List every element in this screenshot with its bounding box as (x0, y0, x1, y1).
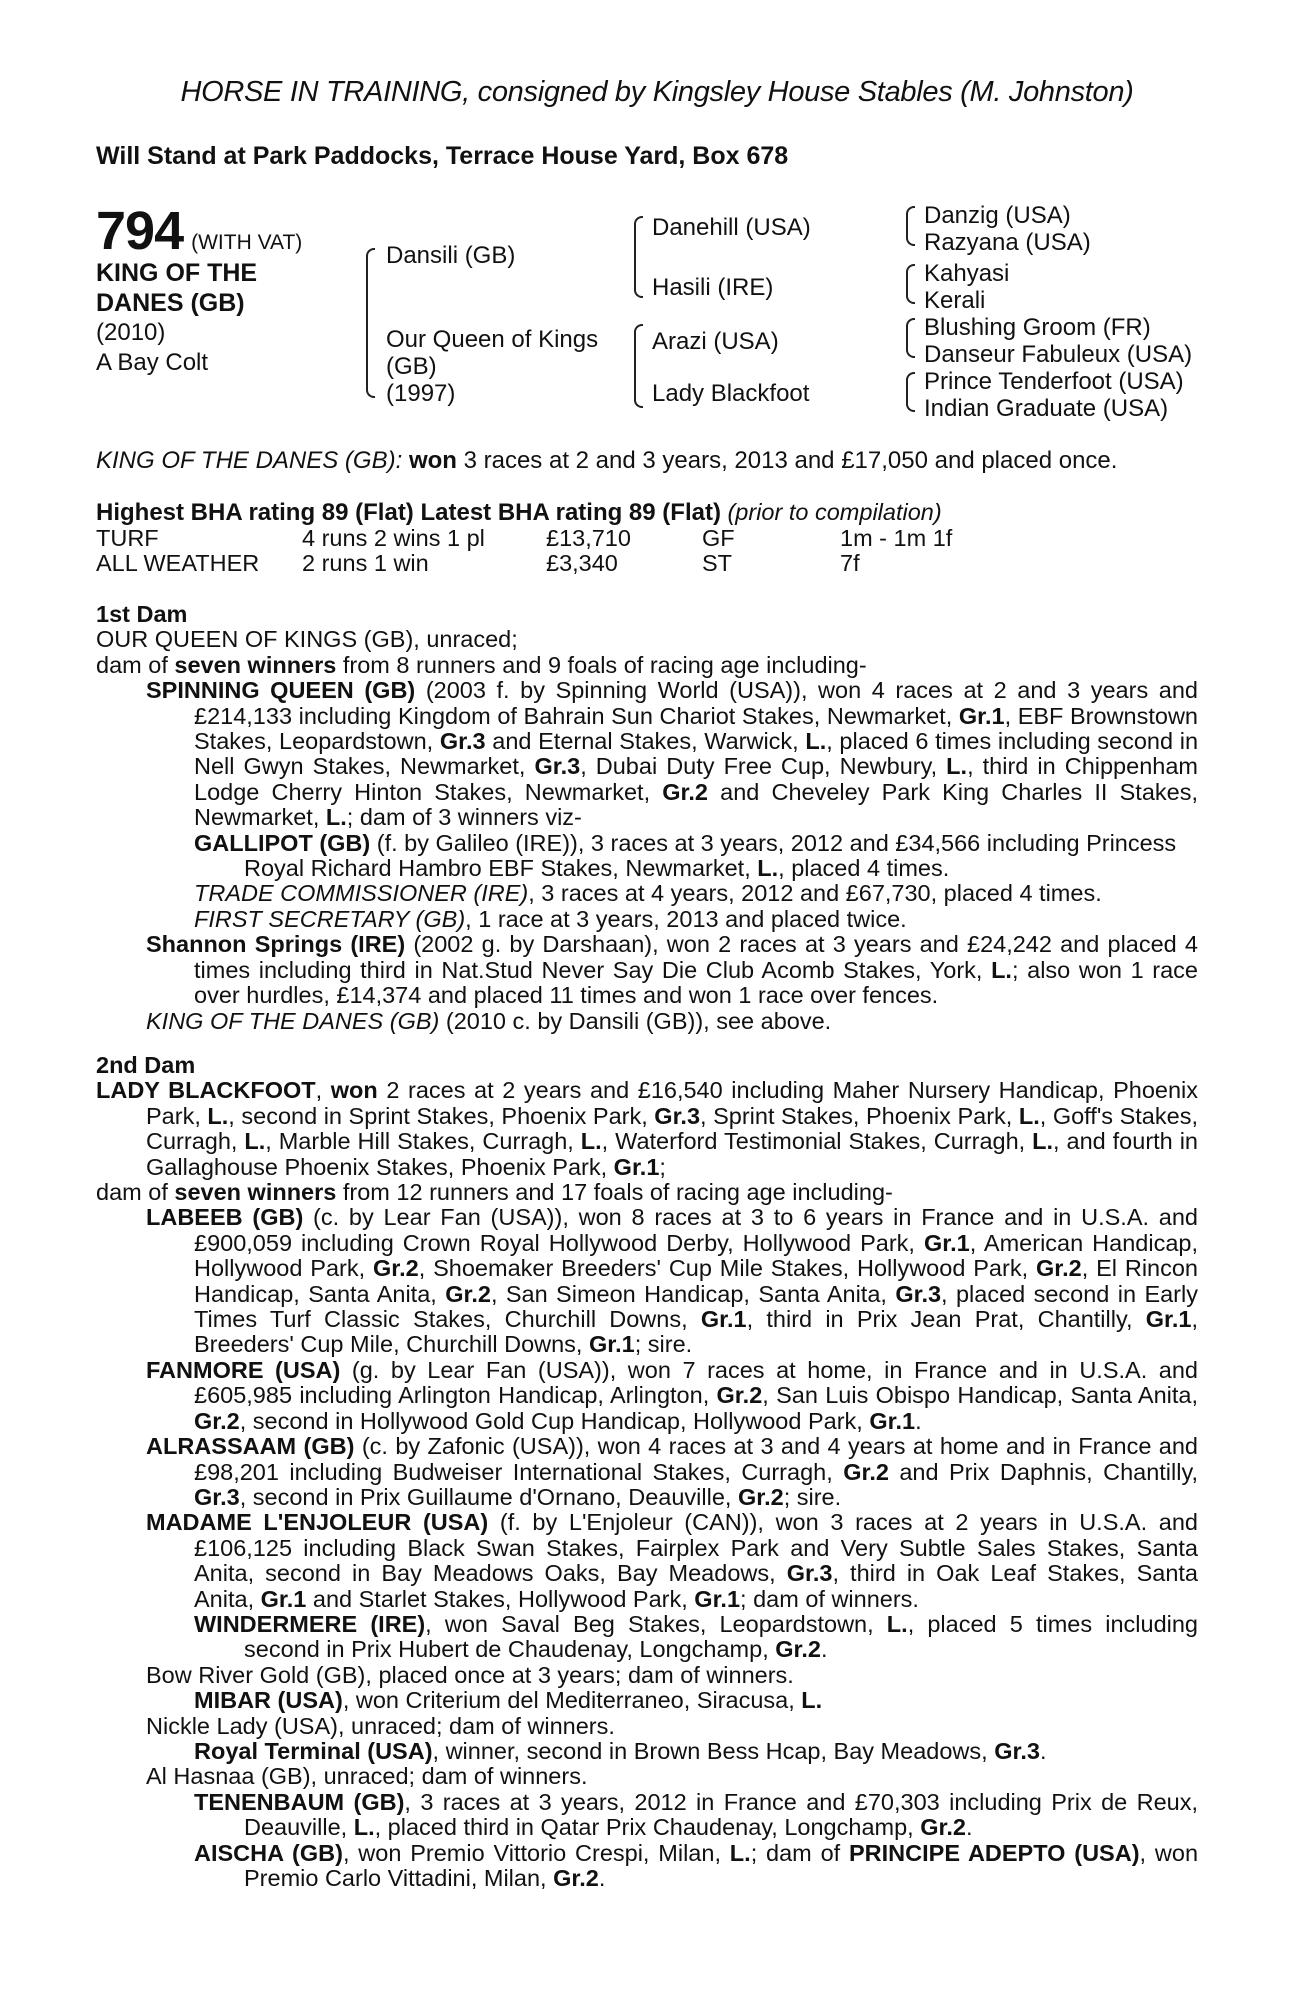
text: , 1 race at 3 years, 2013 and placed twice. (465, 905, 907, 932)
ratings-block (96, 500, 1198, 577)
grade: Gr.1 (869, 1407, 916, 1434)
second-dam-produce (96, 1180, 1198, 1205)
rating-row-all-weather (96, 551, 1198, 577)
grade: L. (801, 1687, 823, 1714)
progeny-aischa (96, 1841, 1198, 1892)
progeny-shannon-springs (96, 932, 1198, 1008)
text: , San Simeon Handicap, Santa Anita, (490, 1280, 896, 1307)
dam-name: LADY BLACKFOOT (96, 1077, 316, 1104)
grade: Gr.3 (994, 1737, 1040, 1764)
progeny-name: Shannon Springs (IRE) (146, 931, 406, 958)
grade: L. (886, 1610, 908, 1637)
progeny-tenenbaum (96, 1790, 1198, 1841)
grade: Gr.1 (260, 1585, 307, 1612)
text: ; dam of (750, 1839, 849, 1866)
text: . (598, 1865, 606, 1891)
winners-count: seven winners (174, 651, 337, 678)
grade: L. (1032, 1128, 1054, 1155)
progeny-gallipot (96, 831, 1198, 882)
text: , won Premio Vittorio Crespi, Milan, (342, 1839, 730, 1866)
horse-description: A Bay Colt (96, 349, 209, 376)
progeny-name: KING OF THE DANES (GB) (146, 1007, 440, 1034)
text: and Starlet Stakes, Hollywood Park, (306, 1585, 695, 1612)
progeny-alrassaam (96, 1434, 1198, 1510)
progeny-mibar (96, 1688, 1198, 1713)
grade: Gr.1 (589, 1331, 635, 1358)
rating-surface: TURF (96, 524, 159, 551)
text: (2003 f. by Spinning World (USA)), won 4 races at 2 and 3 years and £214,133 including Kingdom of Bahrain Sun Chariot Stakes, Newmarket, (194, 677, 1198, 729)
text: ; dam of 3 winners viz- (346, 804, 582, 831)
text: , placed second in Early Times Turf Classic Stakes, Churchill Downs, (194, 1280, 1198, 1333)
text: ; dam of winners. (740, 1585, 919, 1612)
progeny-name: MIBAR (USA) (194, 1687, 343, 1714)
text: . (965, 1814, 973, 1841)
grade: L. (207, 1102, 229, 1129)
pedigree-dam-sire: Arazi (USA) (652, 328, 779, 355)
first-dam-heading: 1st Dam (96, 601, 188, 627)
text: , 3 races at 4 years, 2012 and £67,730, placed 4 times. (528, 880, 1102, 907)
text: and Prix Daphnis, Chantilly, (888, 1458, 1198, 1485)
brace-sire (634, 216, 643, 298)
second-dam-heading: 2nd Dam (96, 1052, 196, 1078)
text: , EBF Brownstown Stakes, Leopardstown, (194, 702, 1198, 755)
text: from 12 runners and 17 foals of racing age including- (336, 1179, 893, 1206)
progeny-madame-lenjoleur (96, 1510, 1198, 1612)
text: , won Criterium del Mediterraneo, Siracusa, (342, 1687, 802, 1714)
rating-row-turf (96, 526, 1198, 552)
brace-g4 (906, 372, 915, 412)
text: , won Premio Carlo Vittadini, Milan, (244, 1839, 1199, 1891)
pedigree-sire-sire: Danehill (USA) (652, 214, 811, 241)
text: , placed 4 times. (778, 855, 950, 882)
text: , third in Chippenham Lodge Cherry Hinton Stakes, Newmarket, (194, 753, 1198, 805)
progeny-royal-terminal (96, 1739, 1198, 1764)
progeny-name: GALLIPOT (GB) (194, 829, 371, 856)
grade: L. (946, 753, 968, 780)
grade: L. (729, 1839, 751, 1866)
text: , American Handicap, Hollywood Park, (194, 1229, 1199, 1282)
grade: L. (1018, 1102, 1040, 1129)
progeny-king-of-the-danes (96, 1009, 1198, 1034)
text: . (1039, 1737, 1047, 1764)
text: and Eternal Stakes, Warwick, (485, 728, 806, 755)
grade: L. (805, 728, 827, 755)
text: (2002 g. by Darshaan), won 2 races at 3 years and £24,242 and placed 4 times including third in Nat.Stud Never Say Die Club Acomb Stakes, York, (194, 931, 1198, 983)
grade: Gr.3 (654, 1102, 701, 1129)
grade: Gr.2 (737, 1483, 784, 1510)
rating-prize: £13,710 (546, 524, 631, 551)
pedigree-dam-line2: (GB) (386, 353, 437, 380)
second-dam-record: LADY BLACKFOOT, won 2 races at 2 years and £16,540 including Maher Nursery Handicap, Phoenix Park, L., second in Sprint Stakes, Phoenix Park, Gr.3, Sprint Stakes, Phoenix Park, L., Goff's Stakes, Curragh, L., Marble Hill Stakes, Curragh, L., Waterford Testimonial Stakes, Curragh, L., and fourth in Gallaghouse Phoenix Stakes, Phoenix Park, Gr.1; (96, 1077, 1198, 1180)
text: and Cheveley Park King Charles II Stakes, Newmarket, (194, 778, 1198, 831)
progeny-name: Royal Terminal (USA) (194, 1737, 433, 1764)
text: , placed 6 times including second in Nell Gwyn Stakes, Newmarket, (194, 728, 1199, 780)
progeny-first-secretary (96, 907, 1198, 932)
first-dam-section (96, 602, 1198, 1034)
text: , winner, second in Brown Bess Hcap, Bay Meadows, (432, 1737, 995, 1764)
progeny-name: AISCHA (GB) (194, 1839, 343, 1866)
text: , placed 5 times including second in Prix Hubert de Chaudenay, Longchamp, (244, 1610, 1199, 1663)
brace-generation1 (366, 248, 375, 398)
text: , Breeders' Cup Mile, Churchill Downs, (194, 1306, 1199, 1358)
grade: Gr.1 (613, 1153, 660, 1180)
brace-g3 (906, 318, 915, 358)
grade: Gr.3 (439, 728, 486, 755)
progeny-windermere (96, 1612, 1198, 1663)
grade: Gr.2 (662, 778, 708, 805)
grade: Gr.2 (445, 1280, 491, 1307)
brace-dam (634, 324, 643, 408)
text: , San Luis Obispo Handicap, Santa Anita, (762, 1382, 1198, 1409)
pedigree-dam-line1: Our Queen of Kings (386, 326, 599, 353)
rating-going: GF (702, 524, 735, 551)
pedigree-g2: Razyana (USA) (924, 229, 1091, 256)
pedigree-g1: Danzig (USA) (924, 202, 1071, 229)
pedigree-g7: Prince Tenderfoot (USA) (924, 368, 1184, 395)
text: ; sire. (634, 1331, 693, 1358)
brace-g2 (906, 264, 915, 304)
text: (c. by Zafonic (USA)), won 4 races at 3 and 4 years at home and in France and £98,201 including Budweiser International Stakes, Curragh, (194, 1433, 1198, 1485)
text: , El Rincon Handicap, Santa Anita, (194, 1255, 1198, 1307)
grade: L. (580, 1128, 602, 1155)
progeny-trade-commissioner (96, 881, 1198, 906)
progeny-name: ALRASSAAM (GB) (146, 1433, 355, 1460)
text: , third in Prix Jean Prat, Chantilly, (746, 1306, 1146, 1333)
horse-year: (2010) (96, 319, 166, 346)
pedigree-g4: Kerali (924, 287, 986, 314)
text: (f. by Galileo (IRE)), 3 races at 3 years, 2012 and £34,566 including Princess Royal Richard Hambro EBF Stakes, Newmarket, (244, 829, 1177, 882)
text: , placed third in Qatar Prix Chaudenay, Longchamp, (374, 1814, 921, 1841)
rating-distance: 1m - 1m 1f (840, 524, 953, 551)
text: , Sprint Stakes, Phoenix Park, (700, 1102, 1019, 1129)
rating-runs: 2 runs 1 win (302, 550, 429, 577)
horse-name (96, 258, 257, 318)
grade: Gr.2 (843, 1458, 889, 1485)
brace-g1 (906, 206, 915, 246)
second-dam-section (96, 1053, 1198, 1891)
grade: L. (244, 1128, 266, 1155)
page-title: HORSE IN TRAINING, consigned by Kingsley House Stables (M. Johnston) (180, 76, 1134, 108)
text: dam of (96, 1179, 175, 1206)
grade: Gr.3 (786, 1560, 833, 1587)
race-summary (96, 448, 1198, 473)
ratings-note: (prior to compilation) (727, 499, 942, 525)
text: dam of (96, 651, 175, 678)
text: (f. by L'Enjoleur (CAN)), won 3 races at 2 years in U.S.A. and £106,125 including Black Swan Stakes, Fairplex Park and Very Subtle Sales Stakes, Santa Anita, second in Bay Meadows Oaks, Bay Meadows, (194, 1509, 1198, 1587)
lot-number: 794 (96, 201, 184, 261)
progeny-nickle-lady: Nickle Lady (USA), unraced; dam of winners. (146, 1712, 615, 1739)
text: (g. by Lear Fan (USA)), won 7 races at home, in France and in U.S.A. and £605,985 including Arlington Handicap, Arlington, (194, 1356, 1198, 1409)
grade: Gr.2 (920, 1814, 966, 1841)
stand-location: Will Stand at Park Paddocks, Terrace House Yard, Box 678 (96, 142, 789, 170)
progeny-name: FANMORE (USA) (146, 1356, 341, 1383)
grade: Gr.1 (923, 1229, 970, 1256)
pedigree-g3: Kahyasi (924, 260, 1010, 287)
progeny-bow-river-gold: Bow River Gold (GB), placed once at 3 years; dam of winners. (146, 1661, 794, 1688)
lot-header (96, 200, 302, 262)
grade: L. (353, 1814, 375, 1841)
progeny-name: MADAME L'ENJOLEUR (USA) (146, 1509, 489, 1536)
grade: Gr.2 (194, 1407, 240, 1434)
grade: Gr.1 (1145, 1306, 1192, 1333)
grade: Gr.1 (958, 702, 1005, 729)
text: from 8 runners and 9 foals of racing age including- (336, 651, 867, 678)
text: , won Saval Beg Stakes, Leopardstown, (425, 1610, 887, 1637)
summary-won: won (408, 447, 457, 474)
progeny-name: WINDERMERE (IRE) (194, 1610, 426, 1637)
progeny-name: LABEEB (GB) (146, 1204, 304, 1231)
summary-name: KING OF THE DANES (GB) (96, 447, 396, 474)
grade: Gr.2 (372, 1255, 419, 1282)
grade: Gr.3 (895, 1280, 942, 1307)
grade: Gr.3 (194, 1483, 240, 1510)
pedigree-g8: Indian Graduate (USA) (924, 395, 1169, 422)
grade: Gr.1 (700, 1306, 747, 1333)
progeny-name: TENENBAUM (GB) (194, 1788, 405, 1815)
pedigree-sire: Dansili (GB) (386, 242, 516, 269)
text: , 3 races at 3 years, 2012 in France and £70,303 including Prix de Reux, Deauville, (244, 1788, 1198, 1841)
text: , Marble Hill Stakes, Curragh, (265, 1128, 581, 1155)
progeny-fanmore (96, 1358, 1198, 1434)
text: ; sire. (783, 1483, 842, 1510)
horse-name-line2: DANES (GB) (96, 289, 245, 317)
progeny-spinning-queen (96, 678, 1198, 830)
rating-distance: 7f (840, 550, 860, 577)
text: , second in Sprint Stakes, Phoenix Park, (228, 1102, 655, 1129)
text: , second in Prix Guillaume d'Ornano, Deauville, (239, 1483, 738, 1510)
grade: Gr.2 (1035, 1255, 1082, 1282)
first-dam-name: OUR QUEEN OF KINGS (GB), unraced; (96, 626, 518, 653)
rating-runs: 4 runs 2 wins 1 pl (302, 524, 485, 551)
first-dam-record (96, 653, 1198, 678)
horse-name-line1: KING OF THE (96, 259, 258, 287)
summary-rest: 3 races at 2 and 3 years, 2013 and £17,050 and placed once. (456, 447, 1118, 474)
progeny-labeeb (96, 1205, 1198, 1357)
progeny-name: PRINCIPE ADEPTO (USA) (849, 1839, 1140, 1866)
text: 2 races at 2 years and £16,540 including Maher Nursery Handicap, Phoenix Park, (146, 1077, 1198, 1129)
won-label: won (330, 1077, 378, 1104)
pedigree-dam-dam: Lady Blackfoot (652, 380, 810, 407)
text: , Shoemaker Breeders' Cup Mile Stakes, Hollywood Park, (418, 1255, 1036, 1282)
text: ; also won 1 race over hurdles, £14,374 and placed 11 times and won 1 race over fences. (194, 956, 1198, 1009)
grade: Gr.1 (694, 1585, 741, 1612)
text: . (915, 1407, 922, 1434)
summary-colon: : (395, 447, 403, 474)
vat-note: (WITH VAT) (191, 231, 303, 254)
rating-prize: £3,340 (546, 550, 618, 577)
grade: L. (325, 804, 347, 831)
text: (2010 c. by Dansili (GB)), see above. (439, 1007, 832, 1034)
grade: Gr.2 (553, 1865, 599, 1891)
text: ; (659, 1153, 666, 1180)
grade: Gr.2 (775, 1636, 821, 1663)
progeny-name: FIRST SECRETARY (GB) (194, 905, 466, 932)
pedigree-g5: Blushing Groom (FR) (924, 314, 1151, 341)
text: , and fourth in Gallaghouse Phoenix Stakes, Phoenix Park, (146, 1128, 1198, 1180)
text: , second in Hollywood Gold Cup Handicap, Hollywood Park, (239, 1407, 870, 1434)
pedigree-sire-dam: Hasili (IRE) (652, 274, 774, 301)
progeny-name: TRADE COMMISSIONER (IRE) (194, 880, 529, 907)
pedigree-dam (386, 326, 598, 407)
ratings-heading: Highest BHA rating 89 (Flat) Latest BHA rating 89 (Flat) (96, 499, 721, 526)
grade: Gr.3 (534, 753, 581, 780)
text: , Goff's Stakes, Curragh, (146, 1102, 1198, 1155)
rating-going: ST (702, 550, 733, 577)
progeny-al-hasnaa: Al Hasnaa (GB), unraced; dam of winners. (146, 1763, 588, 1790)
pedigree-dam-line3: (1997) (386, 380, 456, 407)
winners-count: seven winners (174, 1179, 337, 1206)
rating-surface: ALL WEATHER (96, 550, 260, 577)
text: , Waterford Testimonial Stakes, Curragh, (601, 1128, 1033, 1155)
text: . (821, 1636, 828, 1663)
text: (c. by Lear Fan (USA)), won 8 races at 3 to 6 years in France and in U.S.A. and £900,059 including Crown Royal Hollywood Derby, Hollywood Park, (194, 1204, 1198, 1256)
grade: L. (991, 956, 1012, 983)
text: , Dubai Duty Free Cup, Newbury, (580, 753, 947, 780)
horse-meta (96, 318, 208, 378)
progeny-name: SPINNING QUEEN (GB) (146, 677, 416, 704)
grade: Gr.2 (716, 1382, 763, 1409)
text: , third in Oak Leaf Stakes, Santa Anita, (194, 1560, 1198, 1612)
grade: L. (757, 855, 779, 882)
pedigree-g6: Danseur Fabuleux (USA) (924, 341, 1193, 368)
